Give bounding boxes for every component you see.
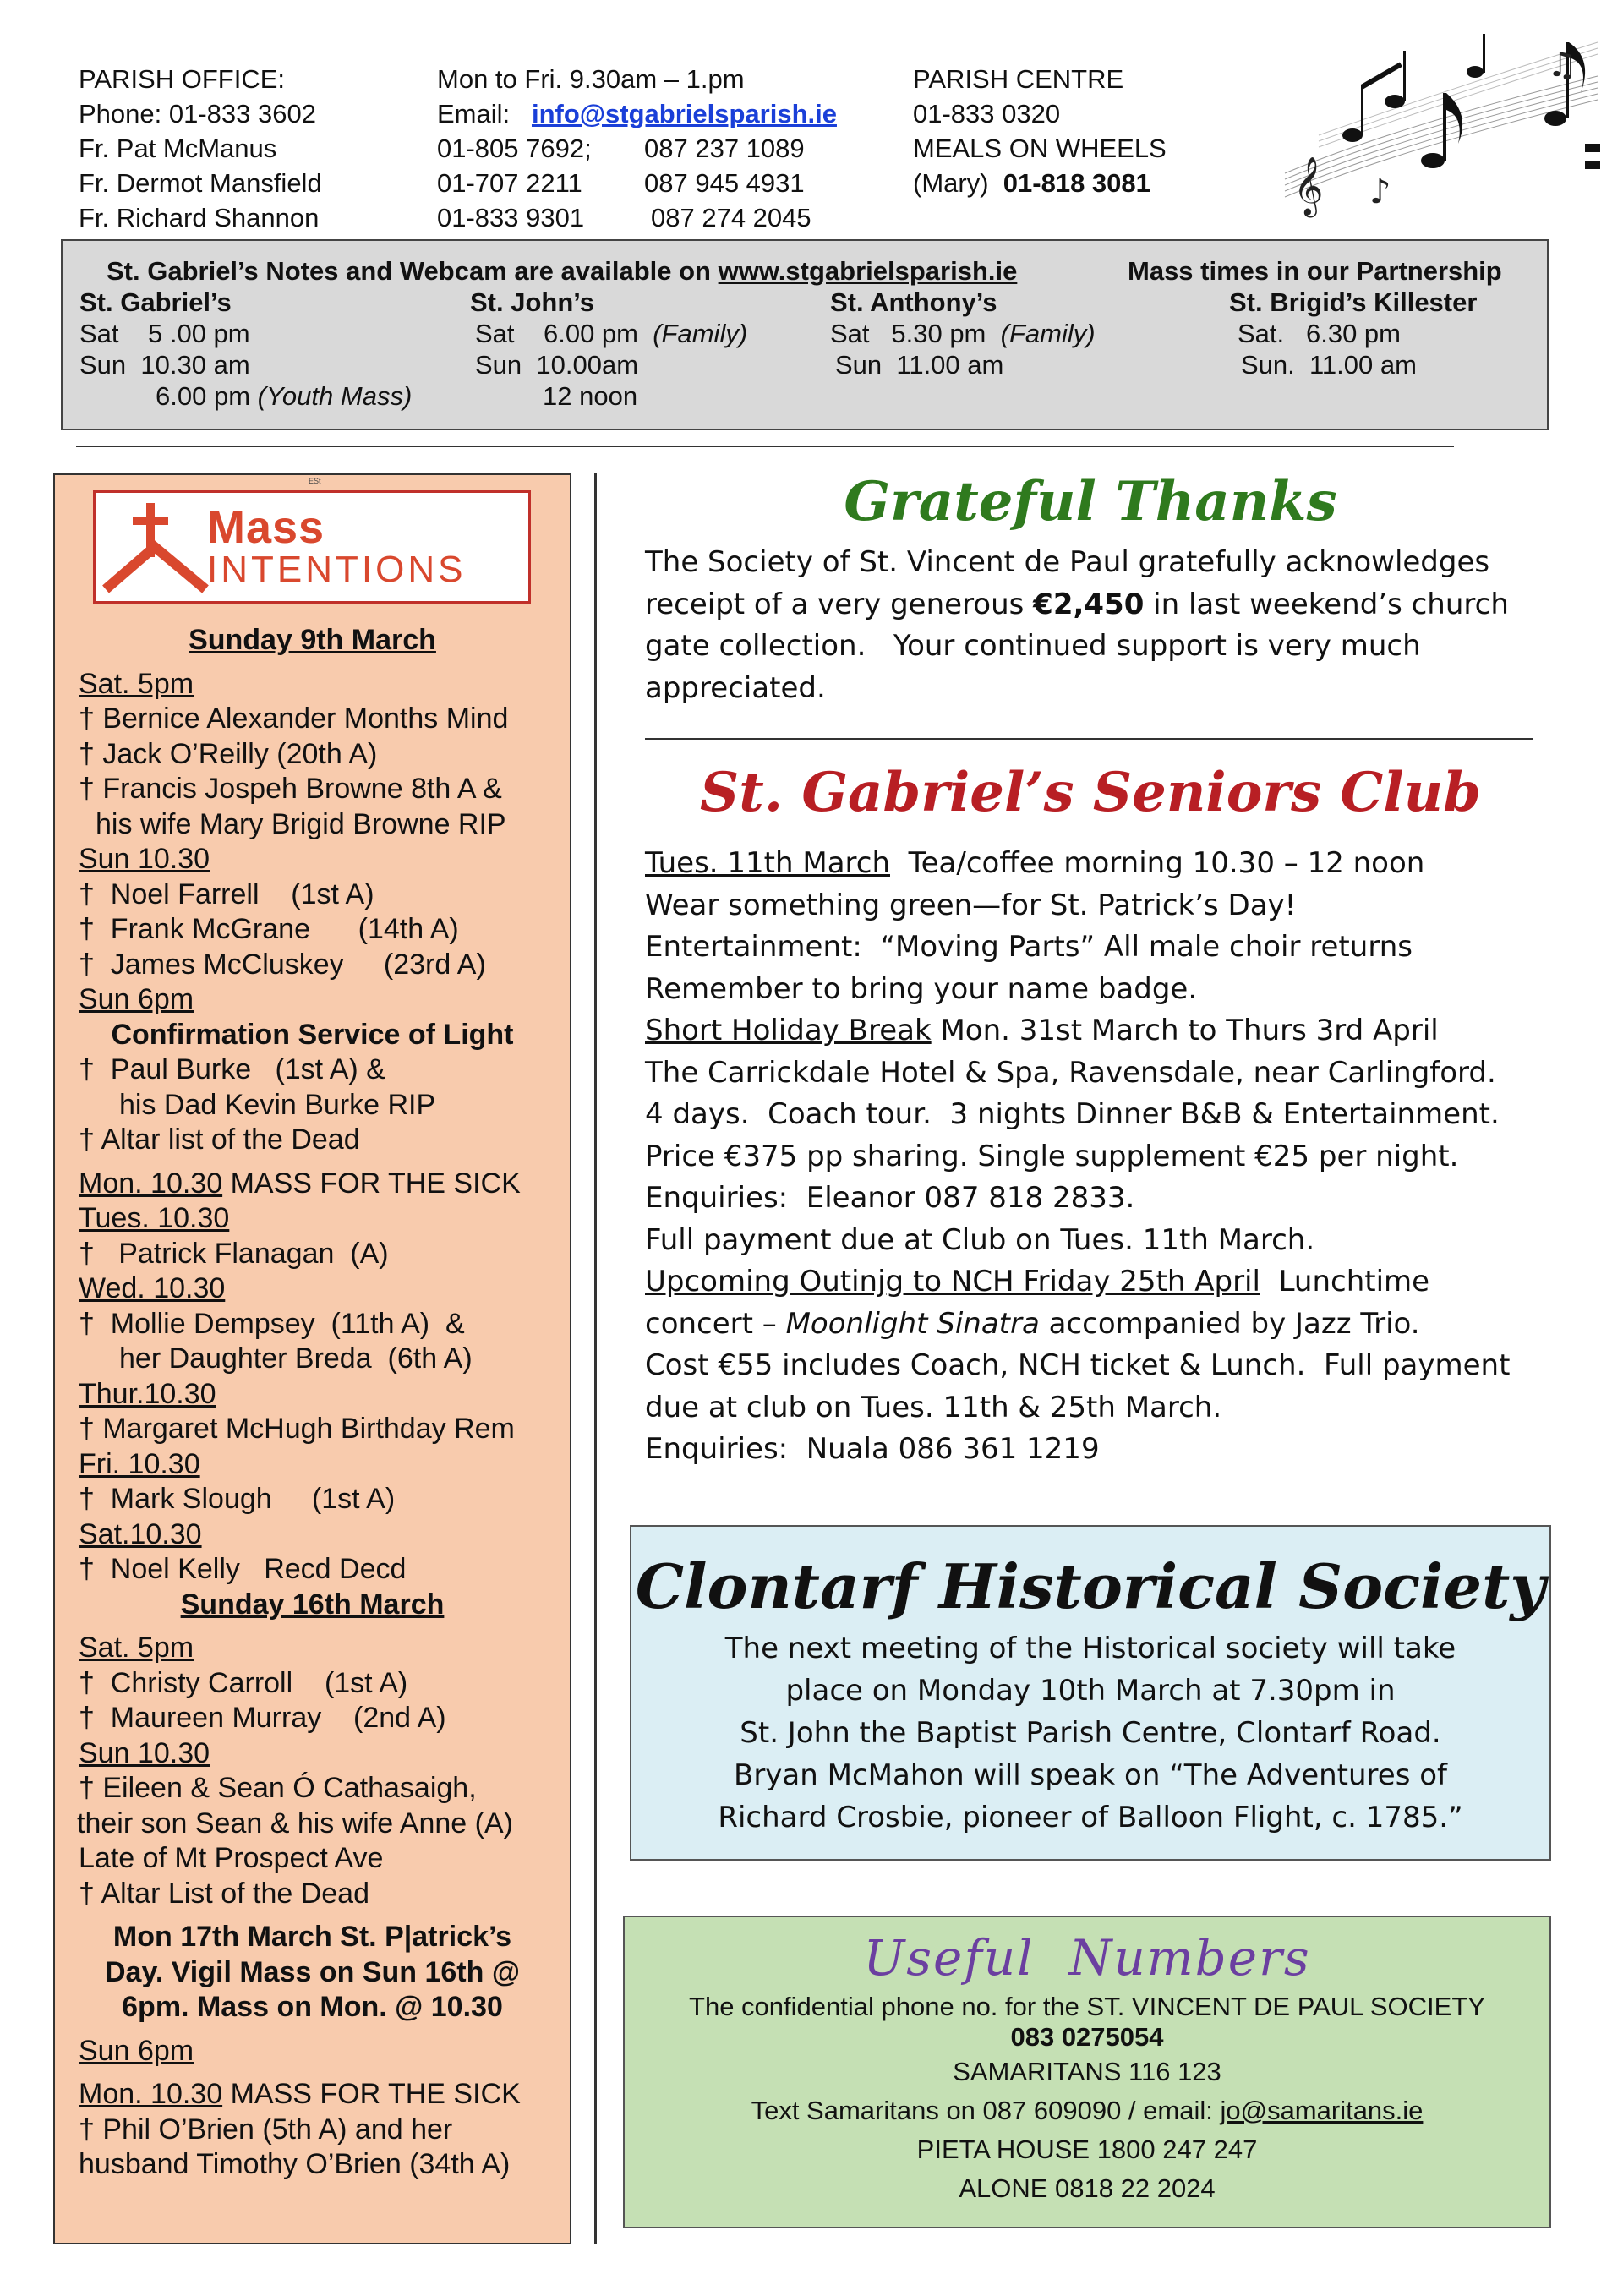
slot-text: MASS FOR THE SICK bbox=[222, 2078, 521, 2110]
partnership-heading: Mass times in our Partnership bbox=[1128, 256, 1502, 286]
mass-slot bbox=[79, 982, 570, 1018]
mass-time: Sat 5 .00 pm bbox=[79, 319, 250, 348]
seniors-line bbox=[645, 1261, 1510, 1304]
clontarf-title: Clontarf Historical Society bbox=[635, 1550, 1546, 1622]
youth-mass bbox=[79, 380, 412, 412]
intention: † Noel Farrell (1st A) bbox=[79, 877, 374, 910]
mobile: 087 274 2045 bbox=[651, 203, 812, 232]
sunday-heading-text: Sunday 9th March bbox=[189, 624, 436, 656]
parish-office-phone: Phone: 01-833 3602 bbox=[79, 99, 316, 128]
mass-slot bbox=[79, 1201, 570, 1237]
donation-amount: €2,450 bbox=[1033, 587, 1145, 621]
music-notes-icon bbox=[1268, 25, 1606, 237]
header-mobiles bbox=[644, 131, 812, 235]
mass-time: 12 noon bbox=[543, 381, 638, 411]
seniors-line: The Carrickdale Hotel & Spa, Ravensdale, near Carlingford. bbox=[645, 1055, 1496, 1090]
intention: † Noel Kelly Recd Decd bbox=[79, 1553, 407, 1585]
seniors-text: Lunchtime bbox=[1260, 1265, 1430, 1298]
clontarf-line: place on Monday 10th March at 7.30pm in bbox=[785, 1674, 1396, 1708]
church-name: St. John’s bbox=[470, 287, 594, 317]
mass-time: Sun 10.00am bbox=[475, 350, 639, 380]
church-name: St. Brigid’s Killester bbox=[1229, 287, 1478, 317]
church-name: St. Gabriel’s bbox=[79, 287, 232, 317]
intention: † Patrick Flanagan (A) bbox=[79, 1237, 389, 1270]
seniors-club-body bbox=[645, 843, 1510, 1471]
thanks-line bbox=[645, 584, 1509, 626]
intention: † Jack O’Reilly (20th A) bbox=[79, 737, 378, 770]
grateful-thanks-title: Grateful Thanks bbox=[844, 470, 1337, 533]
useful-line: PIETA HOUSE 1800 247 247 bbox=[916, 2135, 1258, 2164]
mobile: 087 237 1089 bbox=[644, 134, 805, 163]
clontarf-line: The next meeting of the Historical society will take bbox=[724, 1632, 1456, 1665]
thanks-line: gate collection. Your continued support is very much bbox=[645, 629, 1421, 663]
slot-label: Sat.10.30 bbox=[79, 1517, 202, 1550]
thanks-line: appreciated. bbox=[645, 670, 826, 705]
intention: † Mark Slough (1st A) bbox=[79, 1483, 396, 1515]
church-st-johns bbox=[470, 287, 747, 412]
mass-slot bbox=[79, 1271, 570, 1307]
mass-slot bbox=[79, 2034, 570, 2069]
mass-slot bbox=[79, 1517, 570, 1553]
mass-slot bbox=[79, 667, 570, 702]
seniors-line bbox=[645, 843, 1510, 885]
mass-time: Sat 5.30 pm bbox=[830, 319, 986, 348]
intention-cont: his wife Mary Brigid Browne RIP bbox=[96, 807, 506, 840]
svg-text:♫: ♫ bbox=[1547, 46, 1577, 85]
slot-label: Fri. 10.30 bbox=[79, 1447, 200, 1480]
seniors-text: concert – bbox=[645, 1306, 786, 1341]
slot-label: Sat. 5pm bbox=[79, 1632, 194, 1664]
seniors-text: Tea/coffee morning 10.30 – 12 noon bbox=[890, 846, 1425, 880]
samaritans-email-link[interactable]: jo@samaritans.ie bbox=[1220, 2096, 1424, 2125]
intention-cont: his Dad Kevin Burke RIP bbox=[119, 1088, 436, 1121]
mass-time: Sat. 6.30 pm bbox=[1238, 319, 1401, 348]
landline: 01-805 7692; bbox=[437, 134, 592, 163]
divider bbox=[76, 446, 1454, 447]
priest-name: Fr. Richard Shannon bbox=[79, 203, 320, 232]
mass-note: (Youth Mass) bbox=[257, 381, 413, 411]
intention-cont: husband Timothy O’Brien (34th A) bbox=[79, 2148, 511, 2180]
useful-numbers-box bbox=[623, 1916, 1551, 2228]
seniors-text: Mon. 31st March to Thurs 3rd April bbox=[931, 1014, 1439, 1047]
small-tag: ESt bbox=[309, 477, 321, 485]
clontarf-body bbox=[631, 1627, 1549, 1839]
meals-contact bbox=[913, 166, 1167, 200]
landline: 01-707 2211 bbox=[437, 168, 582, 198]
clontarf-line: Richard Crosbie, pioneer of Balloon Flight, c. 1785.” bbox=[718, 1801, 1463, 1834]
notes-webcam-line bbox=[107, 255, 1017, 287]
parish-office-label: PARISH OFFICE: bbox=[79, 64, 286, 94]
office-hours: Mon to Fri. 9.30am – 1.pm bbox=[437, 64, 745, 94]
useful-numbers-title: Useful Numbers bbox=[863, 1929, 1311, 1987]
intention-cont: Late of Mt Prospect Ave bbox=[79, 1842, 384, 1874]
mass-time-row bbox=[830, 318, 1096, 349]
mass-time: Sun 11.00 am bbox=[835, 350, 1004, 380]
intention: † Phil O’Brien (5th A) and her bbox=[79, 2113, 453, 2146]
mass-time: Sun. 11.00 am bbox=[1241, 350, 1417, 380]
sunday-heading-text: Sunday 16th March bbox=[180, 1588, 445, 1621]
meals-label: MEALS ON WHEELS bbox=[913, 134, 1167, 163]
seniors-line: Price €375 pp sharing. Single supplement €25 per night. bbox=[645, 1139, 1459, 1173]
slot-label: Sun 6pm bbox=[79, 983, 194, 1015]
mass-slot bbox=[79, 1631, 570, 1666]
seniors-line: Remember to bring your name badge. bbox=[645, 971, 1198, 1006]
slot-label: Sun 10.30 bbox=[79, 1736, 210, 1769]
concert-name: Moonlight Sinatra bbox=[785, 1306, 1040, 1341]
church-cross-icon bbox=[101, 498, 210, 598]
intentions-list bbox=[55, 623, 570, 2183]
intention: † Mollie Dempsey (11th A) & bbox=[79, 1307, 465, 1340]
slot-label: Mon. 10.30 bbox=[79, 2078, 223, 2110]
st-patricks-note: Mon 17th March St. P|atrick’s bbox=[112, 1921, 512, 1953]
divider bbox=[645, 738, 1533, 740]
slot-label: Sun 10.30 bbox=[79, 843, 210, 875]
seniors-club-title: St. Gabriel’s Seniors Club bbox=[700, 761, 1481, 824]
intention-cont: her Daughter Breda (6th A) bbox=[119, 1342, 473, 1375]
church-st-anthonys bbox=[830, 287, 1096, 380]
header-contacts bbox=[79, 62, 322, 235]
intention: † Eileen & Sean Ó Cathasaigh, bbox=[79, 1772, 477, 1804]
church-st-gabriels bbox=[79, 287, 412, 412]
clontarf-line: St. John the Baptist Parish Centre, Clontarf Road. bbox=[740, 1716, 1441, 1750]
useful-line: SAMARITANS 116 123 bbox=[953, 2057, 1221, 2086]
svg-text:𝄞: 𝄞 bbox=[1293, 156, 1324, 216]
seniors-line: Wear something green—for St. Patrick’s Day! bbox=[645, 888, 1297, 922]
useful-line: The confidential phone no. for the ST. VINCENT DE PAUL SOCIETY bbox=[689, 1992, 1485, 2021]
email-row bbox=[437, 96, 837, 131]
notes-prefix: St. Gabriel’s Notes and Webcam are available on bbox=[107, 256, 711, 286]
email-link[interactable]: info@stgabrielsparish.ie bbox=[531, 99, 837, 128]
event-title: Short Holiday Break bbox=[645, 1014, 932, 1047]
seniors-line: Cost €55 includes Coach, NCH ticket & Lunch. Full payment bbox=[645, 1348, 1511, 1382]
slot-label: Tues. 10.30 bbox=[79, 1202, 230, 1234]
church-st-brigids bbox=[1229, 287, 1477, 380]
meals-phone: 01-818 3081 bbox=[1003, 168, 1150, 198]
thanks-text: receipt of a very generous bbox=[645, 587, 1034, 621]
meals-name: (Mary) bbox=[913, 168, 989, 198]
mass-time: Sun 10.30 am bbox=[79, 350, 250, 380]
intention: † Christy Carroll (1st A) bbox=[79, 1666, 408, 1699]
parish-centre-phone: 01-833 0320 bbox=[913, 99, 1061, 128]
slot-label: Thur.10.30 bbox=[79, 1377, 216, 1410]
seniors-line: due at club on Tues. 11th & 25th March. bbox=[645, 1390, 1222, 1424]
seniors-line: Full payment due at Club on Tues. 11th March. bbox=[645, 1222, 1315, 1257]
church-name: St. Anthony’s bbox=[830, 287, 997, 317]
website-link[interactable]: www.stgabrielsparish.ie bbox=[718, 256, 1018, 286]
mass-slot bbox=[79, 1736, 570, 1772]
mass-time: 6.00 pm bbox=[156, 381, 251, 411]
email-label: Email: bbox=[437, 99, 511, 128]
mass-slot bbox=[79, 1167, 570, 1202]
intention: † Altar List of the Dead bbox=[79, 1877, 369, 1910]
mass-time: Sat 6.00 pm bbox=[475, 319, 638, 348]
logo-word-mass: Mass bbox=[207, 502, 325, 553]
mobile: 087 945 4931 bbox=[644, 168, 805, 198]
useful-text: Text Samaritans on 087 609090 / email: bbox=[751, 2096, 1221, 2125]
mass-slot bbox=[79, 2077, 570, 2113]
seniors-line: Enquiries: Nuala 086 361 1219 bbox=[645, 1432, 1100, 1466]
thanks-text: in last weekend’s church bbox=[1144, 587, 1509, 621]
seniors-line bbox=[645, 1304, 1510, 1346]
logo-word-intentions: INTENTIONS bbox=[207, 549, 467, 590]
grateful-thanks-body bbox=[645, 542, 1509, 709]
st-patricks-note: 6pm. Mass on Mon. @ 10.30 bbox=[122, 1991, 503, 2023]
mass-intentions-panel bbox=[53, 473, 571, 2244]
seniors-line bbox=[645, 1010, 1510, 1052]
mass-times-box bbox=[61, 239, 1549, 430]
st-patricks-note: Day. Vigil Mass on Sun 16th @ bbox=[104, 1955, 520, 1988]
seniors-line: Enquiries: Eleanor 087 818 2833. bbox=[645, 1181, 1135, 1215]
mass-slot bbox=[79, 842, 570, 877]
slot-label: Sat. 5pm bbox=[79, 667, 194, 700]
sunday-heading bbox=[79, 1588, 570, 1623]
priest-name: Fr. Dermot Mansfield bbox=[79, 168, 322, 198]
intention: † Bernice Alexander Months Mind bbox=[79, 702, 509, 735]
intention: † James McCluskey (23rd A) bbox=[79, 948, 486, 981]
clontarf-line: Bryan McMahon will speak on “The Adventures of bbox=[734, 1758, 1447, 1792]
confirmation-heading: Confirmation Service of Light bbox=[111, 1018, 514, 1051]
priest-name: Fr. Pat McManus bbox=[79, 134, 277, 163]
svp-phone: 083 0275054 bbox=[1010, 2022, 1164, 2052]
intention: † Paul Burke (1st A) & bbox=[79, 1053, 385, 1085]
thanks-line: The Society of St. Vincent de Paul gratefully acknowledges bbox=[645, 545, 1490, 579]
intention: † Altar list of the Dead bbox=[79, 1123, 360, 1156]
header-parish-centre bbox=[913, 62, 1167, 200]
column-divider bbox=[594, 473, 597, 2244]
mass-slot bbox=[79, 1447, 570, 1483]
slot-label: Sun 6pm bbox=[79, 2034, 194, 2067]
seniors-text: accompanied by Jazz Trio. bbox=[1039, 1306, 1420, 1341]
event-date: Tues. 11th March bbox=[645, 846, 890, 880]
slot-label: Wed. 10.30 bbox=[79, 1272, 226, 1304]
seniors-line: Entertainment: “Moving Parts” All male choir returns bbox=[645, 930, 1413, 964]
svg-text:♪: ♪ bbox=[1369, 172, 1391, 211]
intention: † Francis Jospeh Browne 8th A & bbox=[79, 773, 502, 805]
seniors-line: 4 days. Coach tour. 3 nights Dinner B&B & Entertainment. bbox=[645, 1097, 1500, 1131]
intention: † Maureen Murray (2nd A) bbox=[79, 1702, 446, 1734]
sunday-heading bbox=[79, 623, 570, 659]
clontarf-historical-society-box bbox=[630, 1525, 1551, 1861]
slot-label: Mon. 10.30 bbox=[79, 1167, 223, 1200]
mass-note: (Family) bbox=[653, 319, 748, 348]
useful-line: ALONE 0818 22 2024 bbox=[959, 2173, 1216, 2203]
mass-intentions-logo bbox=[93, 490, 531, 604]
parish-centre-label: PARISH CENTRE bbox=[913, 64, 1124, 94]
slot-text: MASS FOR THE SICK bbox=[222, 1167, 521, 1200]
mass-time-row bbox=[470, 318, 747, 349]
intention: † Margaret McHugh Birthday Rem bbox=[79, 1413, 515, 1445]
landline: 01-833 9301 bbox=[437, 203, 585, 232]
intention-cont: their son Sean & his wife Anne (A) bbox=[77, 1807, 513, 1840]
mass-note: (Family) bbox=[1000, 319, 1096, 348]
useful-line bbox=[625, 2091, 1549, 2130]
event-title: Upcoming Outinjg to NCH Friday 25th April bbox=[645, 1265, 1260, 1298]
intention: † Frank McGrane (14th A) bbox=[79, 913, 459, 945]
mass-slot bbox=[79, 1377, 570, 1413]
